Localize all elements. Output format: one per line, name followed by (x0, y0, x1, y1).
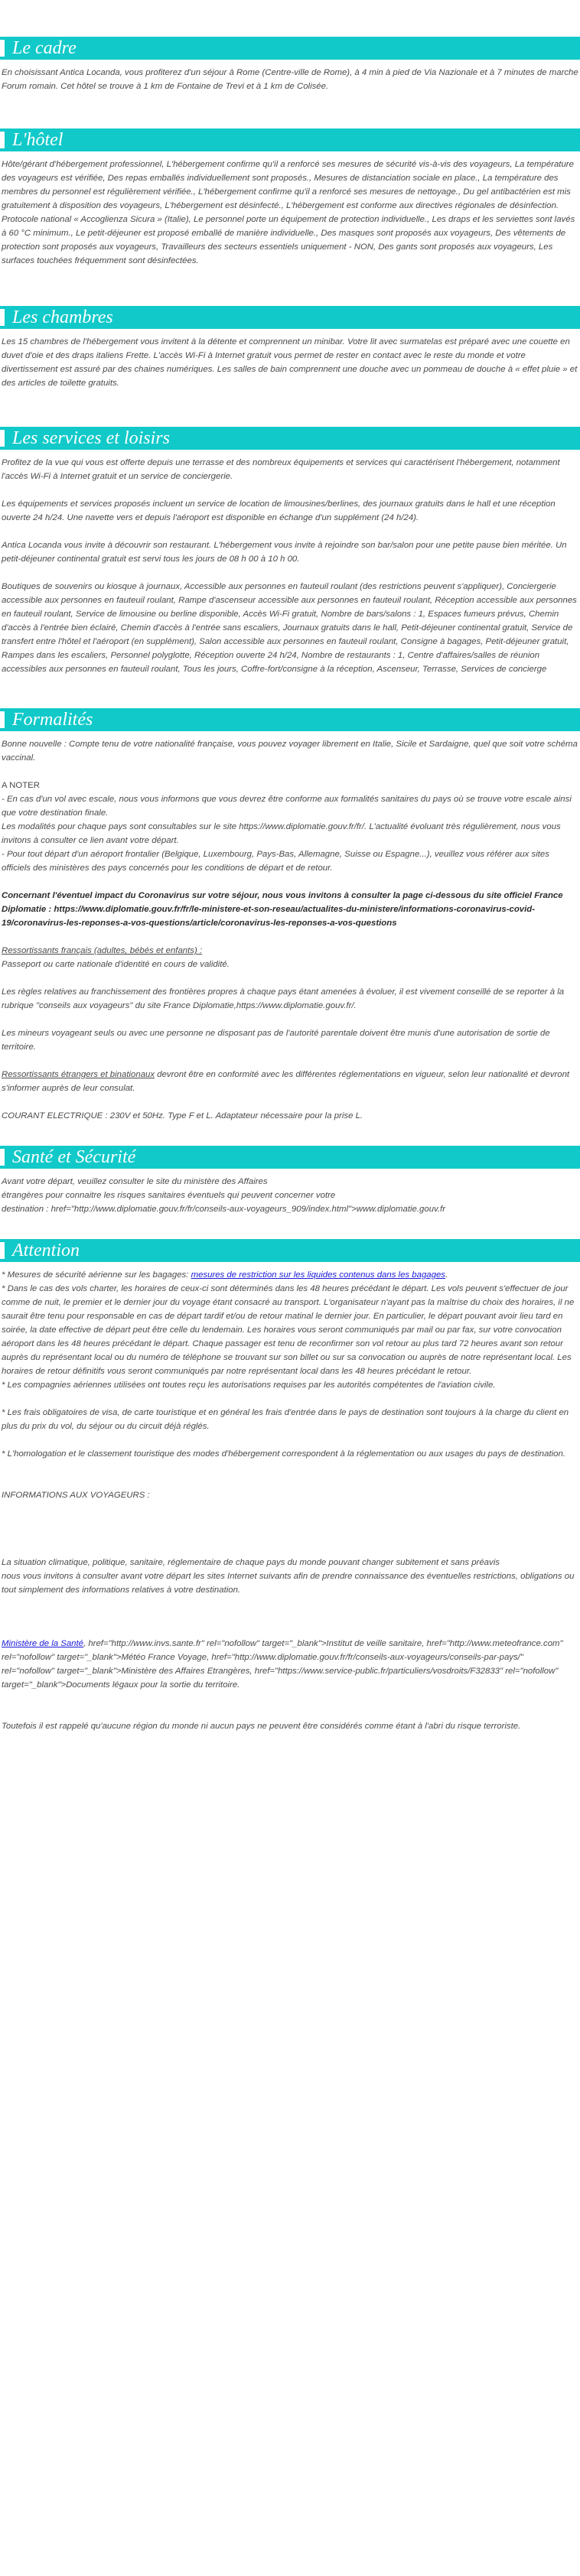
ressortissants-fr-title: Ressortissants français (adultes, bébés et enfants) : (2, 946, 203, 955)
compagnies-text: * Les compagnies aériennes utilisées ont toutes reçu les autorisations requises par les autorités compétentes de l'aviation civile. (2, 1381, 496, 1390)
a-noter-line: Les modalités pour chaque pays sont consultables sur le site https://www.diplomatie.gouv.fr/fr/. L'actualité évoluant très régulièrement, nous vous invitons à consulter ce lien avant votre départ. (2, 822, 561, 845)
a-noter-line: - En cas d'un vol avec escale, nous vous informons que vous devrez être conforme aux formalités sanitaires du pays où se trouve votre escale ainsi que votre destination finale. (2, 795, 572, 818)
spacer (2, 1706, 578, 1719)
section-body-formalites (0, 731, 580, 1141)
info-voyageurs-title: INFORMATIONS AUX VOYAGEURS : (2, 1491, 150, 1500)
ressortissants-fr-text: Passeport ou carte nationale d'identité en cours de validité. (2, 960, 230, 969)
section-title: Le cadre (12, 38, 77, 58)
header-accent-bar (0, 1242, 5, 1259)
regles-text: Les règles relatives au franchissement des frontières propres à chaque pays étant amenées à évoluer, il est vivement conseillé de se reporter à la rubrique "conseils aux voyageurs" du site France Diplomatie,https://www.diplomatie.gouv.fr/. (2, 987, 565, 1010)
section-title: Attention (12, 1241, 80, 1260)
sante-line: étrangères pour connaitre les risques sanitaires éventuels qui peuvent concerner votre (2, 1191, 336, 1200)
header-accent-bar (0, 711, 5, 728)
sante-line: destination : href="http://www.diplomatie.gouv.fr/fr/conseils-aux-voyageurs_909/index.html">www.diplomatie.gouv.fr (2, 1205, 446, 1214)
section-header-formalites (0, 708, 580, 731)
header-accent-bar (0, 430, 5, 447)
header-accent-bar (0, 1149, 5, 1166)
homologation-text: * L'homologation et le classement touristique des modes d'hébergement correspondent à la réglementation ou aux usages du pays de destination. (2, 1449, 565, 1459)
header-accent-bar (0, 132, 5, 148)
services-paragraph: Les équipements et services proposés incluent un service de location de limousines/berlines, des journaux gratuits dans le hall et une réception ouverte 24 h/24. Une navette vers et depuis l'aéroport est disponible en échange d'un supplément (24 h/24). (2, 499, 556, 522)
section-body-services (0, 450, 580, 694)
section-title: Formalités (12, 710, 93, 730)
courant-text: COURANT ELECTRIQUE : 230V et 50Hz. Type F et L. Adaptateur nécessaire pour la prise L. (2, 1111, 363, 1120)
services-paragraph: Antica Locanda vous invite à découvrir son restaurant. L'hébergement vous invite à rejoindre son bar/salon pour une petite pause bien méritée. Un petit-déjeuner continental gratuit est servi tous les jours de 08 h 00 à 10 h 00. (2, 541, 567, 564)
mesures-prefix: * Mesures de sécurité aérienne sur les bagages: (2, 1270, 191, 1280)
a-noter-line: - Pour tout départ d'un aéroport frontalier (Belgique, Luxembourg, Pays-Bas, Allemagne, Suisse ou Espagne...), veuillez vous référer aux sites officiels des ministères des pays concernés pour les conditions de départ et de retour. (2, 850, 549, 873)
sante-line: Avant votre départ, veuillez consulter le site du ministère des Affaires (2, 1177, 268, 1186)
chambres-text: Les 15 chambres de l'hébergement vous invitent à la détente et comprennent un minibar. Votre lit avec surmatelas est préparé avec une couette en duvet d'oie et des draps italiens Frette. L'accès Wi-Fi à Internet gratuit vous permet de rester en contact avec le reste du monde et votre divertissement est assuré par des chaines numériques. Les salles de bain comprennent une douche avec un pommeau de douche à « effet pluie » et des articles de toilette gratuits. (2, 337, 578, 388)
ministere-rest-text: , href="http://www.invs.sante.fr" rel="nofollow" target="_blank">Institut de veille sanitaire, href="http://www.meteofrance.com" rel="nofollow" target="_blank">Météo France Voyage, href="http://www.diplomatie.gouv.fr/fr/conseils-aux-voyageurs/conseils-par-pays/" rel="nofollow" target="_blank">Ministère des Affaires Etrangères, href="https://www.service-public.fr/particuliers/vosdroits/F32833" rel="nofollow" target="_blank">Documents légaux pour la sortie du territoire. (2, 1639, 563, 1690)
terrorisme-text: Toutefois il est rappelé qu'aucune région du monde ni aucun pays ne peuvent être considérés comme étant à l'abri du risque terroriste. (2, 1722, 521, 1731)
section-body-chambres (0, 329, 580, 408)
ministeres-links (2, 1637, 578, 1692)
frais-text: * Les frais obligatoires de visa, de carte touristique et en général les frais d'entrée dans le pays de destination sont toujours à la charge du client en plus du prix du vol, du séjour ou du circuit déjà réglés. (2, 1408, 569, 1431)
section-body-attention (0, 1262, 580, 1751)
situation-line: nous vous invitons à consulter avant votre départ les sites Internet suivants afin de prendre connaissance des éventuelles restrictions, obligations ou tout simplement des informations relatives à votre destination. (2, 1572, 575, 1595)
section-header-attention (0, 1239, 580, 1262)
cadre-text: En choisissant Antica Locanda, vous profiterez d'un séjour à Rome (Centre-ville de Rome), à 4 min à pied de Via Nazionale et à 7 minutes de marche Forum romain. Cet hôtel se trouve à 1 km de Fontaine de Trevi et à 1 km de Colisée. (2, 68, 578, 91)
section-header-chambres (0, 306, 580, 329)
section-title: Les services et loisirs (12, 428, 170, 448)
section-title: L'hôtel (12, 130, 64, 150)
ministere-sante-link[interactable]: Ministère de la Santé (2, 1639, 84, 1648)
etrangers-paragraph (2, 1068, 578, 1095)
situation-line: La situation climatique, politique, sanitaire, réglementaire de chaque pays du monde pouvant changer subitement et sans préavis (2, 1558, 500, 1567)
spacer (2, 1475, 578, 1488)
section-header-sante (0, 1146, 580, 1169)
section-header-hotel (0, 128, 580, 151)
etrangers-text: devront être en conformité avec les différentes réglementations en vigueur, selon leur nationalité et devront s'informer auprès de leur consulat. (2, 1070, 570, 1093)
services-paragraph: Profitez de la vue qui vous est offerte depuis une terrasse et des nombreux équipements et services qui caractérisent l'hébergement, notamment l'accès Wi-Fi à Internet gratuit et un service de conciergerie. (2, 458, 560, 481)
section-title: Les chambres (12, 307, 113, 327)
mineurs-text: Les mineurs voyageant seuls ou avec une personne ne disposant pas de l'autorité parentale doivent être munis d'une autorisation de sortie de territoire. (2, 1029, 550, 1052)
spacer (2, 1611, 578, 1637)
section-body-sante (0, 1169, 580, 1234)
hotel-description-page (0, 37, 580, 1751)
section-body-cadre (0, 60, 580, 112)
section-header-services (0, 427, 580, 450)
formalites-intro: Bonne nouvelle : Compte tenu de votre nationalité française, vous pouvez voyager librement en Italie, Sicile et Sardaigne, quel que soit votre schéma vaccinal. (2, 740, 578, 763)
header-accent-bar (0, 40, 5, 57)
section-body-hotel (0, 151, 580, 286)
etrangers-title: Ressortissants étrangers et binationaux (2, 1070, 155, 1079)
mesures-suffix: . (445, 1270, 448, 1280)
vols-charter-text: * Dans le cas des vols charter, les horaires de ceux-ci sont déterminés dans les 48 heures précédant le départ. Les vols peuvent s'effectuer de jour comme de nuit, le premier et le dernier jour du voyage étant consacré au transport. L'organisateur n'ayant pas la maîtrise du choix des horaires, il ne saurait être tenu pour responsable en cas de départ tardif et/ou de retour matinal le dernier jour. En particulier, le départ pouvant avoir lieu tard en soirée, la date effective de départ peut être celle du lendemain. Les horaires vous seront communiqués par mail ou par fax, sur votre convocation aéroport dans les 48 heures précédant le départ. Chaque passager est tenu de reconfirmer son vol retour au plus tard 72 heures avant son retour auprès du représentant local ou du numéro de téléphone se trouvant sur son billet ou sur sa convocation ou auprès de notre représentant local. Les horaires de retour définitifs vous seront communiqués par notre représentant local dans les 48 heures précédant le retour. (2, 1284, 575, 1376)
header-accent-bar (0, 309, 5, 326)
spacer (2, 1516, 578, 1556)
section-title: Santé et Sécurité (12, 1147, 136, 1167)
liquides-restriction-link[interactable]: mesures de restriction sur les liquides contenus dans les bagages (191, 1270, 445, 1280)
section-header-cadre (0, 37, 580, 60)
services-paragraph: Boutiques de souvenirs ou kiosque à journaux, Accessible aux personnes en fauteuil roulant (des restrictions peuvent s'appliquer), Conciergerie accessible aux personnes en fauteuil roulant, Rampe d'ascenseur accessible aux personnes en fauteuil roulant, Réception accessible aux personnes en fauteuil roulant, Service de limousine ou berline disponible, Accès Wi-Fi gratuit, Nombre de bars/salons : 1, Espaces fumeurs prévus, Chemin d'accès à l'entrée bien éclairé, Chemin d'accès à l'entrée sans escaliers, Journaux gratuits dans le hall, Petit-déjeuner continental gratuit, Service de transfert entre l'hôtel et l'aéroport (en supplément), Salon accessible aux personnes en fauteuil roulant, Consigne à bagages, Petit-déjeuner gratuit, Rampes dans les escaliers, Personnel polyglotte, Réception ouverte 24 h/24, Nombre de restaurants : 1, Centre d'affaires/salles de réunion accessibles aux personnes en fauteuil roulant, Tous les jours, Coffre-fort/consigne à la réception, Ascenseur, Terrasse, Services de concierge (2, 582, 577, 674)
hotel-text: Hôte/gérant d'hébergement professionnel, L'hébergement confirme qu'il a renforcé ses mesures de sécurité vis-à-vis des voyageurs, La température des voyageurs est vérifiée, Des repas emballés individuellement sont proposés., Mesures de distanciation sociale en place., La température des membres du personnel est régulièrement vérifiée., L'hébergement confirme qu'il a renforcé ses mesures de nettoyage., Du gel antibactérien est mis gratuitement à disposition des voyageurs, L'hébergement est désinfecté., L'hébergement est conforme aux directives régionales de désinfection. Protocole national « Accoglienza Sicura » (Italie), Le personnel porte un équipement de protection individuelle., Les draps et les serviettes sont lavés à 60 °C minimum., Le petit-déjeuner est proposé emballé de manière individuelle., Des masques sont proposés aux voyageurs, Des vêtements de protection sont proposés aux voyageurs, Travailleurs des secteurs essentiels uniquement - NON, Des gants sont proposés aux voyageurs, Les surfaces touchées fréquemment sont désinfectées. (2, 160, 575, 265)
a-noter-title: A NOTER (2, 781, 41, 790)
mesures-securite (2, 1268, 578, 1282)
covid-notice: Concernant l'éventuel impact du Coronavirus sur votre séjour, nous vous invitons à consulter la page ci-dessous du site officiel France Diplomatie : https://www.diplomatie.gouv.fr/fr/le-ministere-et-son-reseau/actualites-du-ministere/informations-coronavirus-covid-19/coronavirus-les-reponses-a-vos-questions/article/coronavirus-les-reponses-a-vos-questions (2, 891, 563, 928)
